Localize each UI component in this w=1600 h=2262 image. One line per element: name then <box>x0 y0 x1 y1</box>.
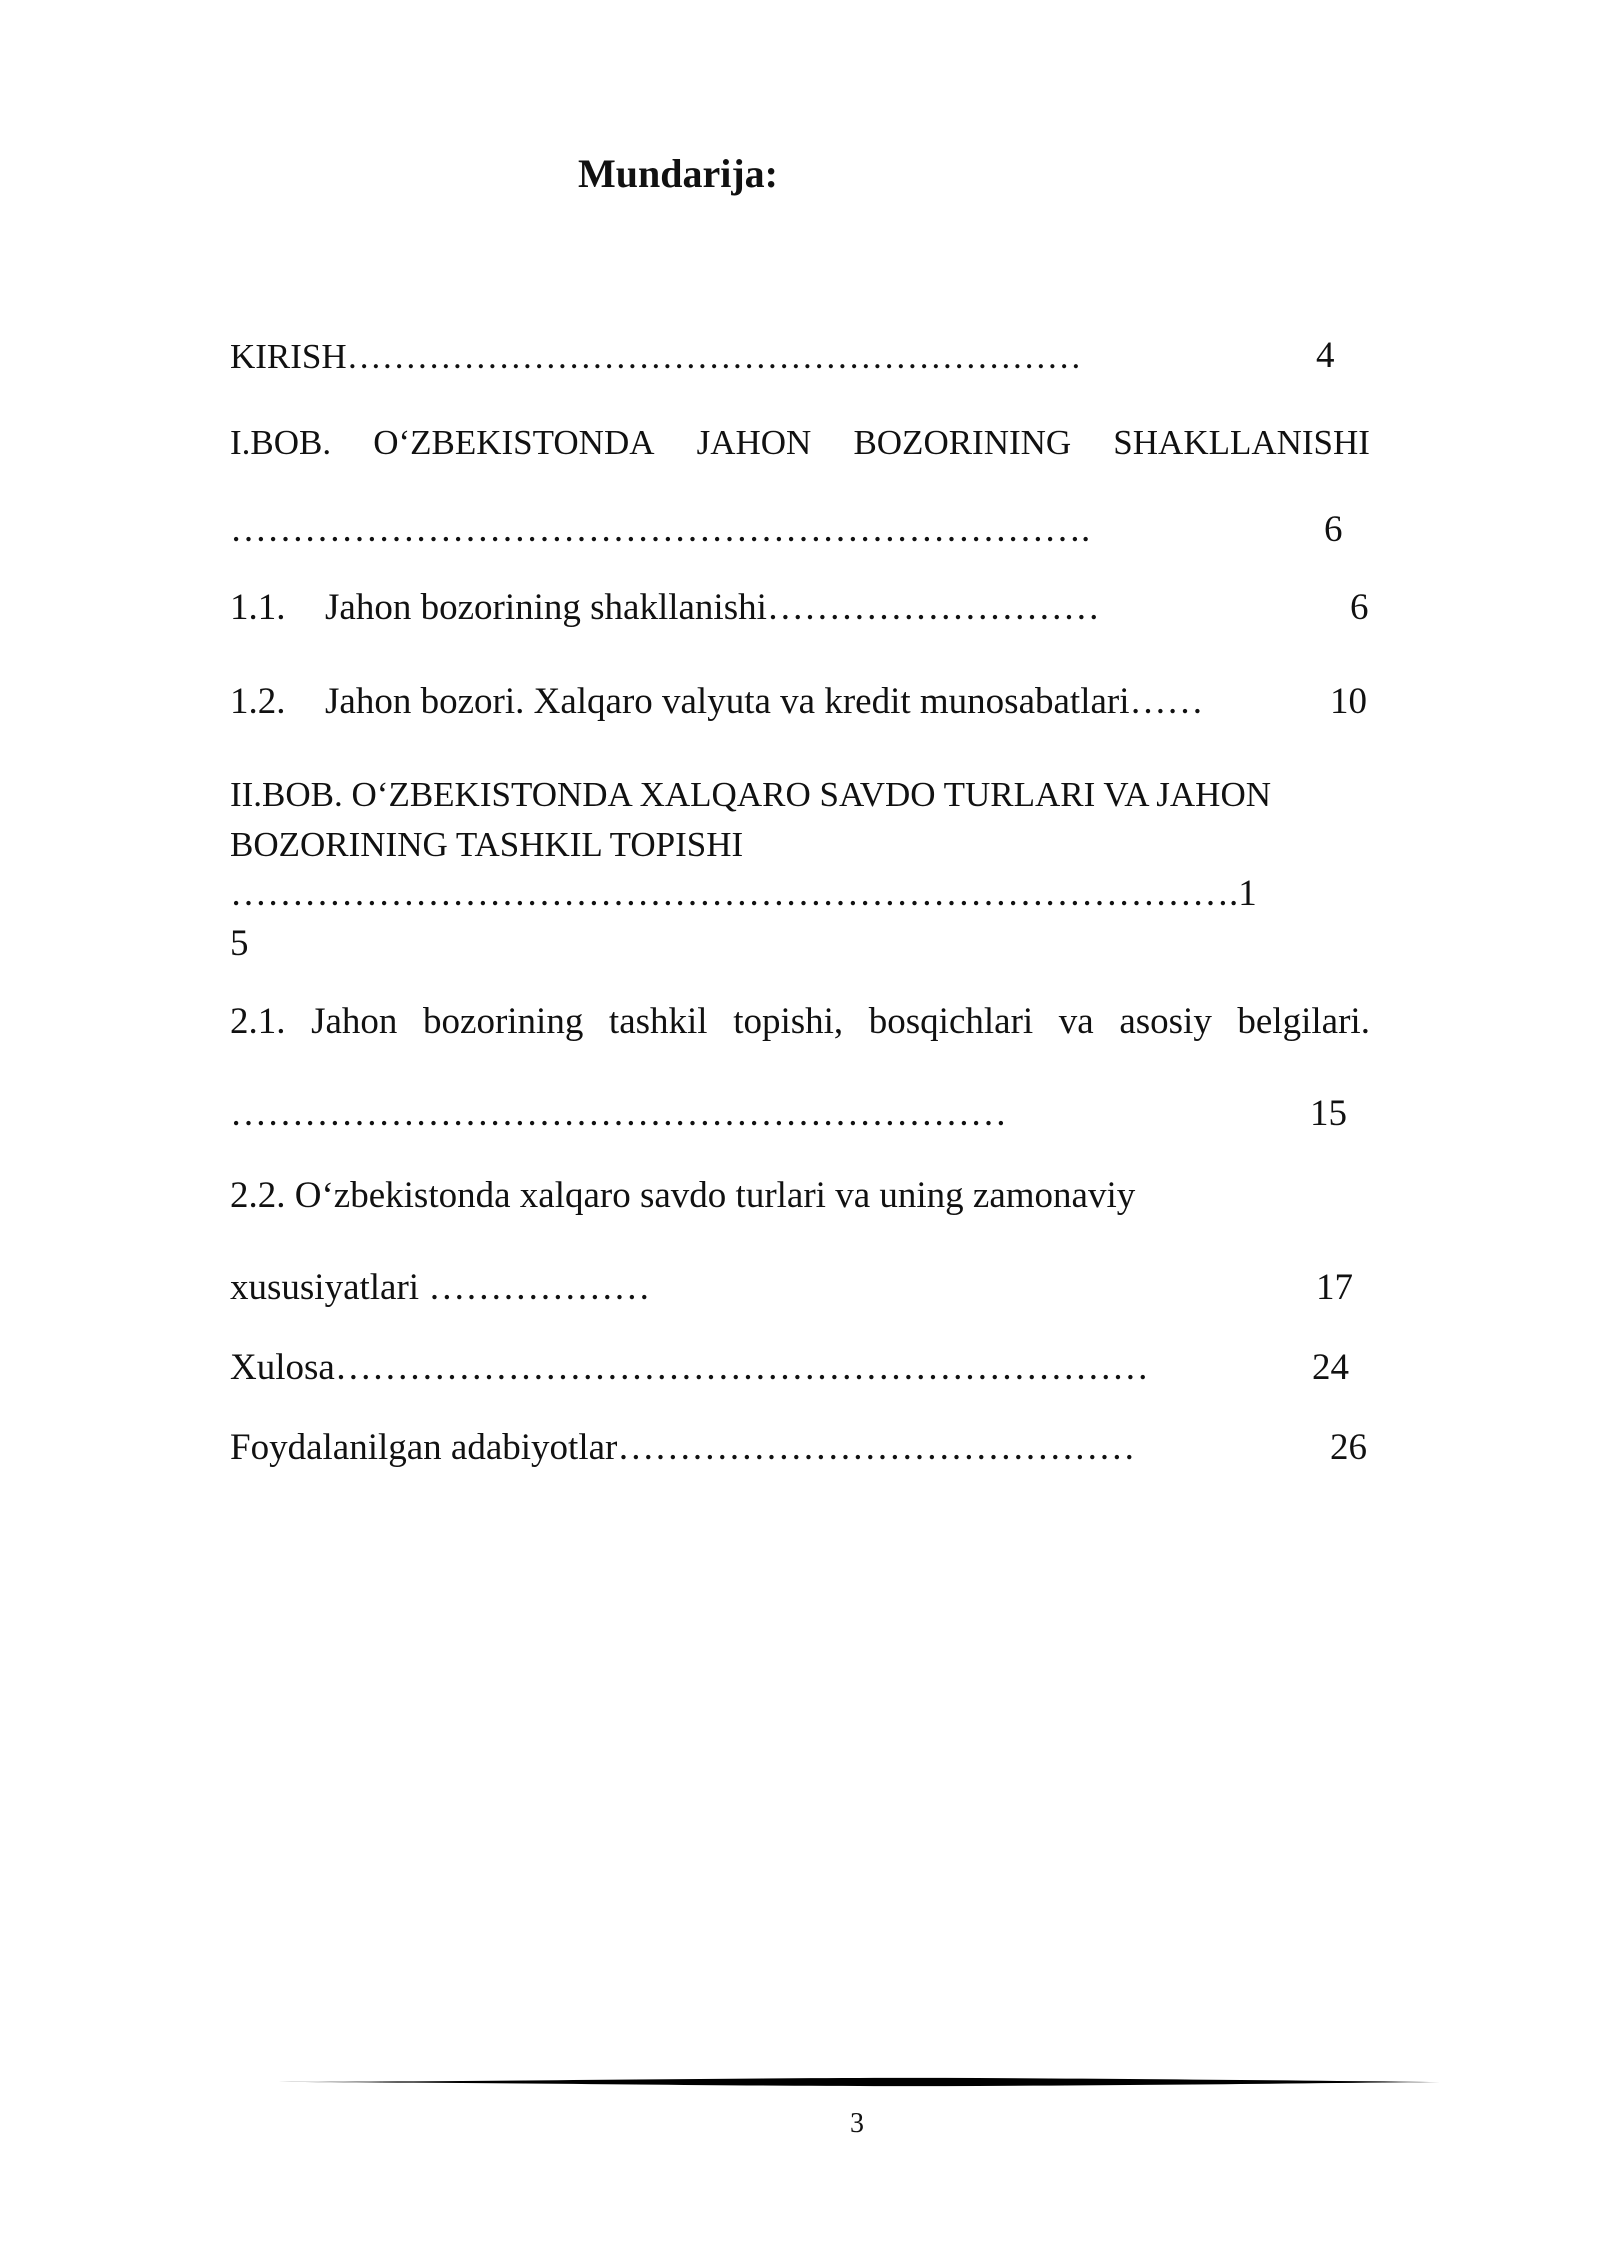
page-title: Mundarija: <box>578 151 778 196</box>
toc-word: belgilari. <box>1237 1001 1370 1042</box>
toc-page-kirish: 4 <box>1316 335 1335 376</box>
toc-word: va <box>1058 1001 1094 1042</box>
toc-word: SHAKLLANISHI <box>1113 423 1370 462</box>
toc-word: BOZORINING <box>853 423 1072 462</box>
toc-entry-xulosa: Xulosa………………………………………………………… <box>230 1347 1149 1388</box>
page-number: 3 <box>850 2108 864 2139</box>
toc-section-title: Jahon bozori. Xalqaro valyuta va kredit munosabatlari…… <box>325 681 1204 722</box>
toc-entry-1-1 <box>230 588 1100 629</box>
toc-dots-bob2: ……………………………………………………………………….1 <box>230 873 1257 914</box>
toc-word: JAHON <box>696 423 812 462</box>
toc-entry-kirish: KIRISH……………………………………………………… <box>230 337 1082 376</box>
toc-word: O‘ZBEKISTONDA <box>373 423 655 462</box>
toc-page-2-2: 17 <box>1316 1267 1353 1308</box>
toc-word: bosqichlari <box>868 1001 1034 1042</box>
toc-entry-2-1-heading <box>230 1002 1370 1043</box>
toc-word: bozorining <box>423 1001 584 1042</box>
toc-entry-2-2-line1: 2.2. O‘zbekistonda xalqaro savdo turlari va uning zamonaviy <box>230 1175 1136 1216</box>
toc-entry-bob2-line2: BOZORINING TASHKIL TOPISHI <box>230 825 744 864</box>
toc-word: tashkil <box>608 1001 708 1042</box>
toc-word: Jahon <box>311 1001 398 1042</box>
toc-entry-bob2-line1: II.BOB. O‘ZBEKISTONDA XALQARO SAVDO TURLARI VA JAHON <box>230 775 1272 814</box>
toc-page-1-1: 6 <box>1350 587 1369 628</box>
toc-entry-2-2-line2: xususiyatlari ……………… <box>230 1267 651 1308</box>
toc-word: 2.1. <box>230 1001 286 1042</box>
toc-section-number: 1.2. <box>230 681 286 722</box>
toc-page-bob1: 6 <box>1324 509 1343 550</box>
toc-word: I.BOB. <box>230 423 332 462</box>
toc-page-adabiyotlar: 26 <box>1330 1427 1367 1468</box>
toc-section-number: 1.1. <box>230 587 286 628</box>
toc-word: asosiy <box>1119 1001 1212 1042</box>
toc-entry-bob1-heading <box>230 424 1370 463</box>
toc-page-2-1: 15 <box>1310 1093 1347 1134</box>
toc-page-xulosa: 24 <box>1312 1347 1349 1388</box>
toc-page-bob2-wrap: 5 <box>230 923 249 964</box>
toc-entry-1-2 <box>230 682 1204 723</box>
toc-section-title: Jahon bozorining shakllanishi……………………… <box>325 587 1100 628</box>
toc-entry-adabiyotlar: Foydalanilgan adabiyotlar…………………………………… <box>230 1427 1136 1468</box>
footer-divider <box>278 2076 1440 2088</box>
toc-dots-bob1: ……………………………………………………………. <box>230 509 1091 550</box>
toc-page-1-2: 10 <box>1330 681 1367 722</box>
toc-word: topishi, <box>733 1001 844 1042</box>
toc-dots-2-1: ……………………………………………………… <box>230 1093 1007 1134</box>
